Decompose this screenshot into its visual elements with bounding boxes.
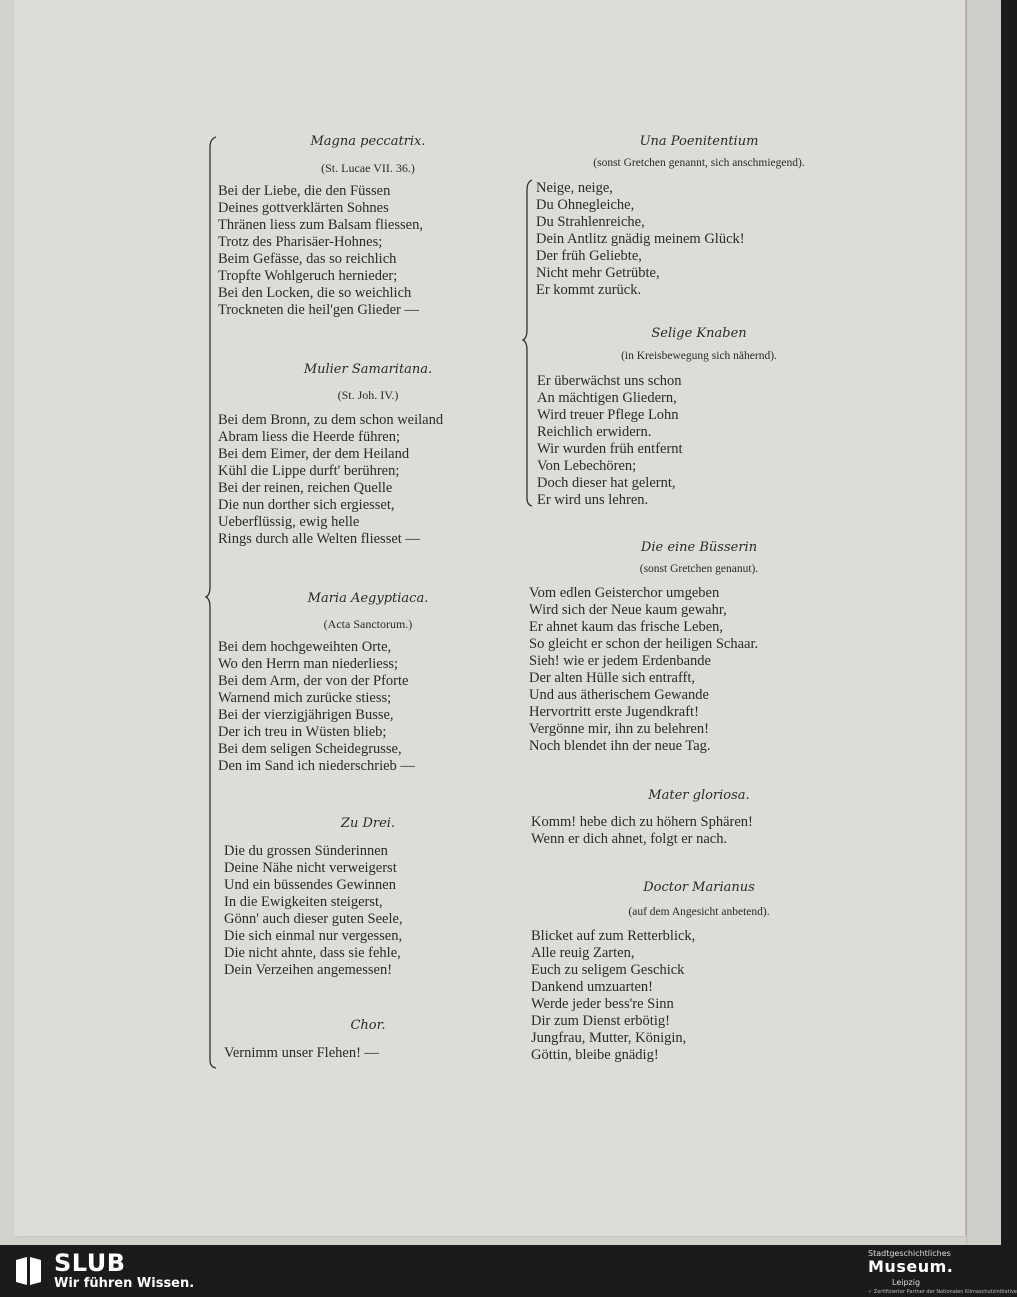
- verse-line: Bei der Liebe, die den Füssen: [218, 183, 391, 199]
- verse-line: Nicht mehr Getrübte,: [536, 265, 660, 281]
- verse-line: Göttin, bleibe gnädig!: [531, 1047, 659, 1063]
- verse-line: Dir zum Dienst erbötig!: [531, 1013, 670, 1029]
- verse-line: Du Strahlenreiche,: [536, 214, 645, 230]
- section-heading: Mulier Samaritana.: [303, 362, 433, 377]
- verse-line: Dein Antlitz gnädig meinem Glück!: [536, 231, 745, 247]
- verse-line: Bei dem seligen Scheidegrusse,: [218, 741, 402, 757]
- verse-line: Reichlich erwidern.: [537, 424, 652, 440]
- section-heading: Mater gloriosa.: [648, 788, 750, 803]
- section-source: (auf dem Angesicht anbetend).: [628, 906, 770, 918]
- verse-line: Trotz des Pharisäer-Hohnes;: [218, 234, 383, 250]
- verse-line: Komm! hebe dich zu höhern Sphären!: [531, 814, 753, 830]
- verse-line: Und aus ätherischem Gewande: [529, 687, 709, 703]
- verse-line: Deine Nähe nicht verweigerst: [224, 860, 397, 876]
- verse-line: Du Ohnegleiche,: [536, 197, 635, 213]
- verse-line: Vergönne mir, ihn zu belehren!: [529, 721, 709, 737]
- section-heading: Maria Aegyptiaca.: [307, 591, 429, 606]
- verse-line: Neige, neige,: [536, 180, 613, 196]
- verse-line: Dein Verzeihen angemessen!: [224, 962, 393, 978]
- verse-line: Rings durch alle Welten fliesset —: [218, 531, 420, 547]
- verse-line: Kühl die Lippe durft' berühren;: [218, 463, 400, 479]
- verse-line: Der alten Hülle sich entrafft,: [529, 670, 696, 686]
- section-heading: Die eine Büsserin: [640, 540, 758, 555]
- slub-tagline: Wir führen Wissen.: [54, 1276, 195, 1291]
- verse-line: Thränen liess zum Balsam fliessen,: [218, 217, 423, 233]
- verse-line: So gleicht er schon der heiligen Schaar.: [529, 636, 759, 652]
- verse-line: Wird sich der Neue kaum gewahr,: [529, 602, 727, 618]
- verse-line: Euch zu seligem Geschick: [531, 962, 685, 978]
- verse-stanza: [536, 180, 745, 299]
- verse-line: Bei dem Bronn, zu dem schon weiland: [218, 412, 444, 428]
- verse-line: Warnend mich zurücke stiess;: [218, 690, 392, 706]
- section-source: (St. Lucae VII. 36.): [321, 161, 415, 175]
- verse-line: Trockneten die heil'gen Glieder —: [218, 302, 419, 318]
- museum-label-city: Leipzig: [892, 1278, 921, 1287]
- section-source: (sonst Gretchen genannt, sich anschmiegend).: [593, 157, 805, 169]
- verse-line: Wird treuer Pflege Lohn: [537, 407, 679, 423]
- section-heading: Una Poenitentium: [639, 134, 759, 149]
- verse-line: Gönn' auch dieser guten Seele,: [224, 911, 403, 927]
- verse-stanza: [224, 1045, 379, 1062]
- section-heading: Doctor Marianus: [643, 880, 755, 895]
- verse-line: Er wird uns lehren.: [537, 492, 649, 508]
- verse-line: Abram liess die Heerde führen;: [218, 429, 400, 445]
- section-heading: Magna peccatrix.: [310, 134, 426, 149]
- verse-line: Vernimm unser Flehen! —: [224, 1045, 380, 1061]
- verse-stanza: [218, 183, 423, 319]
- verse-line: Der früh Geliebte,: [536, 248, 642, 264]
- verse-line: An mächtigen Gliedern,: [537, 390, 677, 406]
- footer-bar: [0, 1245, 1017, 1297]
- slub-logo-icon[interactable]: [12, 1254, 46, 1288]
- section-heading: Zu Drei.: [340, 816, 396, 831]
- verse-line: Beim Gefässe, das so reichlich: [218, 251, 397, 267]
- verse-line: Tropfte Wohlgeruch hernieder;: [218, 268, 398, 284]
- verse-line: Die nun dorther sich ergiesset,: [218, 497, 395, 513]
- verse-stanza: [218, 639, 415, 775]
- museum-label-top: Stadtgeschichtliches: [868, 1249, 951, 1258]
- verse-line: Der ich treu in Wüsten blieb;: [218, 724, 387, 740]
- verse-stanza: [224, 843, 403, 979]
- verse-stanza: [531, 928, 695, 1064]
- verse-stanza: [529, 585, 758, 755]
- verse-line: Die nicht ahnte, dass sie fehle,: [224, 945, 401, 961]
- verse-stanza: [537, 373, 683, 509]
- verse-line: Sieh! wie er jedem Erdenbande: [529, 653, 711, 669]
- verse-line: Den im Sand ich niederschrieb —: [218, 758, 415, 774]
- verse-stanza: [531, 814, 753, 848]
- verse-line: In die Ewigkeiten steigerst,: [224, 894, 383, 910]
- verse-line: Die sich einmal nur vergessen,: [224, 928, 403, 944]
- verse-line: Alle reuig Zarten,: [531, 945, 635, 961]
- section-source: (Acta Sanctorum.): [323, 617, 413, 631]
- verse-line: Vom edlen Geisterchor umgeben: [529, 585, 720, 601]
- verse-line: Werde jeder bess're Sinn: [531, 996, 674, 1012]
- section-source: (in Kreisbewegung sich nähernd).: [621, 350, 777, 362]
- verse-line: Wir wurden früh entfernt: [537, 441, 683, 457]
- verse-line: Jungfrau, Mutter, Königin,: [531, 1030, 687, 1046]
- verse-line: Ueberflüssig, ewig helle: [218, 514, 360, 530]
- verse-line: Er überwächst uns schon: [537, 373, 682, 389]
- verse-line: Dankend umzuarten!: [531, 979, 653, 995]
- section-heading: Chor.: [350, 1018, 386, 1033]
- verse-line: Noch blendet ihn der neue Tag.: [529, 738, 711, 754]
- verse-line: Doch dieser hat gelernt,: [537, 475, 676, 491]
- museum-logo[interactable]: [868, 1249, 1017, 1295]
- verse-stanza: [218, 412, 443, 548]
- verse-line: Bei der vierzigjährigen Busse,: [218, 707, 394, 723]
- verse-line: Bei dem hochgeweihten Orte,: [218, 639, 392, 655]
- verse-line: Wenn er dich ahnet, folgt er nach.: [531, 831, 728, 847]
- verse-line: Und ein büssendes Gewinnen: [224, 877, 396, 893]
- verse-line: Die du grossen Sünderinnen: [224, 843, 388, 859]
- museum-cert-note: ✓ Zertifizierter Partner der Nationalen Klimaschutzinitiative: [868, 1289, 1017, 1295]
- verse-line: Er ahnet kaum das frische Leben,: [529, 619, 724, 635]
- verse-line: Bei dem Arm, der von der Pforte: [218, 673, 409, 689]
- verse-line: Er kommt zurück.: [536, 282, 642, 298]
- section-source: (St. Joh. IV.): [337, 388, 399, 402]
- verse-line: Deines gottverklärten Sohnes: [218, 200, 389, 216]
- verse-line: Bei den Locken, die so weichlich: [218, 285, 412, 301]
- verse-line: Bei dem Eimer, der dem Heiland: [218, 446, 410, 462]
- verse-line: Blicket auf zum Retterblick,: [531, 928, 696, 944]
- verse-line: Bei der reinen, reichen Quelle: [218, 480, 393, 496]
- verse-line: Von Lebechören;: [537, 458, 637, 474]
- section-source: (sonst Gretchen genanut).: [639, 563, 759, 575]
- right-brace: [522, 178, 536, 508]
- adjacent-page-edge: [966, 0, 1001, 1245]
- slub-logo-text[interactable]: SLUB: [54, 1249, 126, 1277]
- verse-line: Wo den Herrn man niederliess;: [218, 656, 399, 672]
- verse-line: Hervortritt erste Jugendkraft!: [529, 704, 699, 720]
- museum-label-name: Museum.: [868, 1257, 954, 1276]
- section-heading: Selige Knaben: [651, 326, 747, 341]
